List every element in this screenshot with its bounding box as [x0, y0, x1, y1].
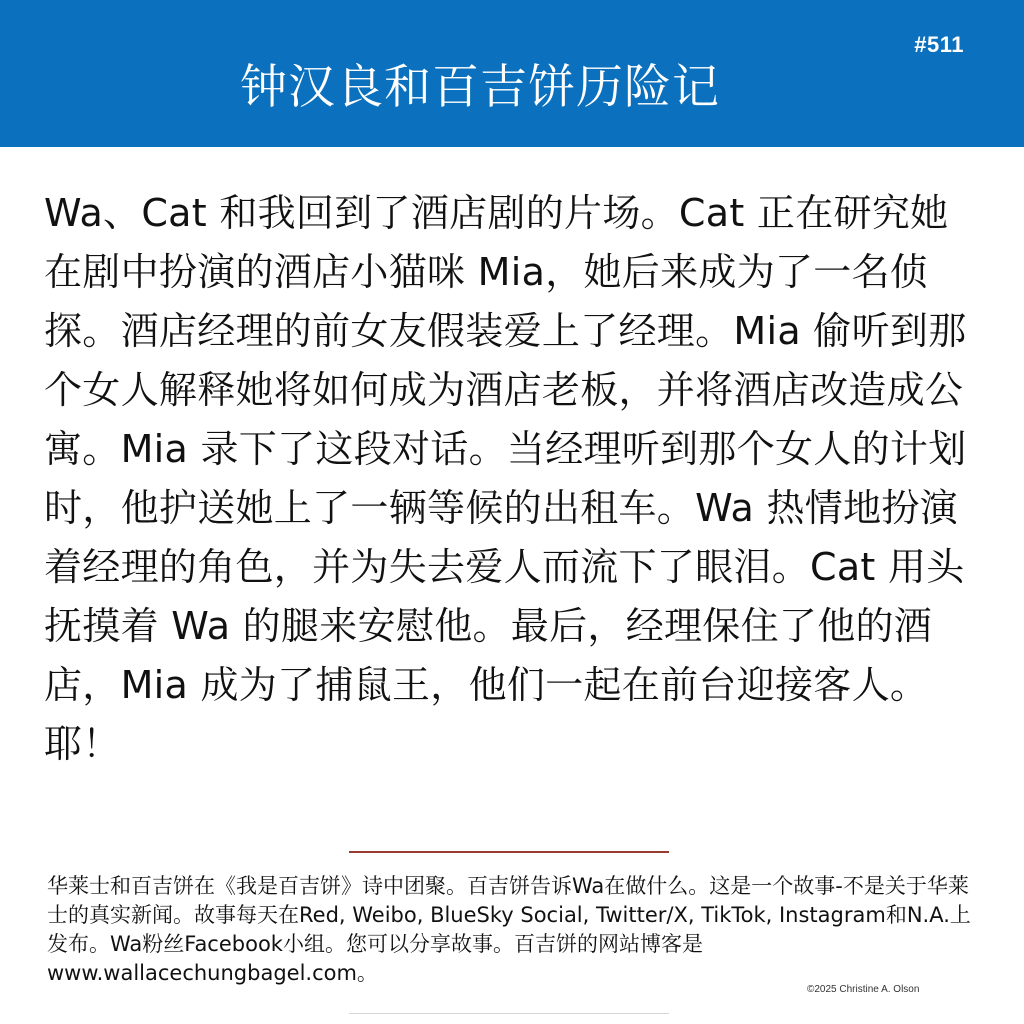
page-title: 钟汉良和百吉饼历险记 — [240, 60, 720, 115]
footer-note: 华莱士和百吉饼在《我是百吉饼》诗中团聚。百吉饼告诉Wa在做什么。这是一个故事-不是关于华莱士的真实新闻。故事每天在Red, Weibo, BlueSky Social, Twitter/X, TikTok, Instagram和N.A.上发布。Wa粉丝Facebook小组。您可以分享故事。百吉饼的网站博客是www.wallacechungbagel.com。 — [47, 874, 971, 985]
story-text: Wa、Cat 和我回到了酒店剧的片场。Cat 正在研究她在剧中扮演的酒店小猫咪 Mia，她后来成为了一名侦探。酒店经理的前女友假装爱上了经理。Mia 偷听到那个女人解释她将如何成为酒店老板，并将酒店改造成公寓。Mia 录下了这段对话。当经理听到那个女人的计划时，他护送她上了一辆等候的出租车。Wa 热情地扮演着经理的角色，并为失去爱人而流下了眼泪。Cat 用头抚摸着 Wa 的腿来安慰他。最后，经理保住了他的酒店，Mia 成为了捕鼠王，他们一起在前台迎接客人。耶！ — [44, 191, 967, 766]
copyright-notice: ©2025 Christine A. Olson — [807, 984, 920, 995]
bottom-divider — [349, 1013, 669, 1014]
footer-divider — [349, 851, 669, 853]
title-banner — [0, 0, 1024, 147]
episode-number: #511 — [914, 32, 964, 57]
